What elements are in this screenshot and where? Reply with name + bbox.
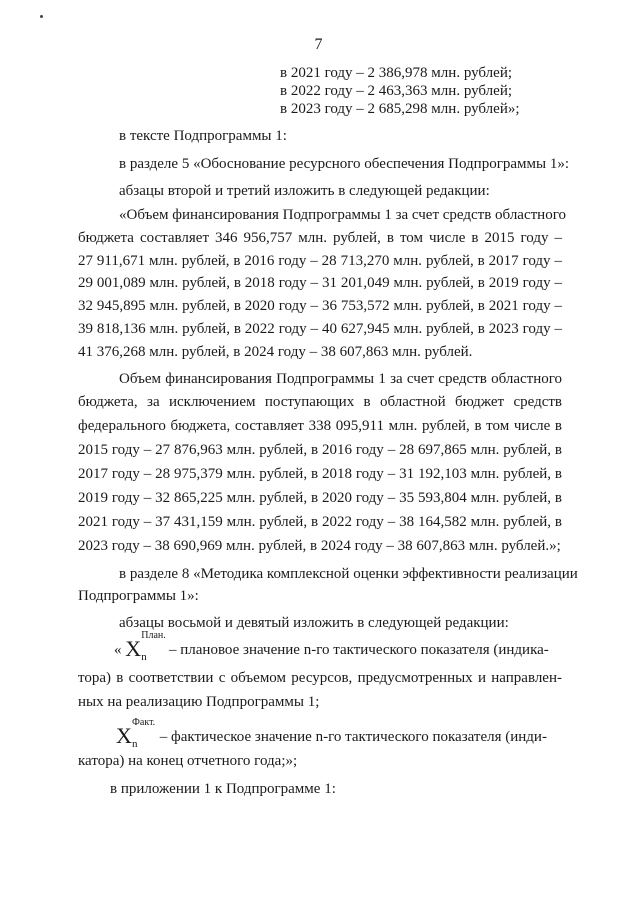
- text-line: ных на реализацию Подпрограммы 1;: [78, 694, 320, 710]
- text-line: 2019 году – 32 865,225 млн. рублей, в 2020 году – 35 593,804 млн. рублей, в: [78, 490, 562, 506]
- text-line: 41 376,268 млн. рублей, в 2024 году – 38 607,863 млн. рублей.: [78, 344, 473, 360]
- text-line: 32 945,895 млн. рублей, в 2020 году – 36 753,572 млн. рублей, в 2021 году –: [78, 298, 562, 314]
- text-line: в разделе 8 «Методика комплексной оценки эффективности реализации: [119, 566, 578, 582]
- open-quote: «: [114, 642, 122, 658]
- scan-speck: [40, 15, 43, 18]
- page-number: 7: [314, 36, 323, 53]
- text-line: абзацы восьмой и девятый изложить в следующей редакции:: [119, 615, 509, 631]
- text-line: бюджета составляет 346 956,757 млн. рублей, в том числе в 2015 году –: [78, 230, 562, 246]
- symbol-subscript: n: [132, 738, 138, 750]
- text-line: 2021 году – 37 431,159 млн. рублей, в 2022 году – 38 164,582 млн. рублей, в: [78, 514, 562, 530]
- text-line: 29 001,089 млн. рублей, в 2018 году – 31 201,049 млн. рублей, в 2019 году –: [78, 275, 562, 291]
- text-line: 2017 году – 28 975,379 млн. рублей, в 2018 году – 31 192,103 млн. рублей, в: [78, 466, 562, 482]
- symbol-subscript: n: [141, 651, 147, 663]
- text-line: в тексте Подпрограммы 1:: [119, 128, 287, 144]
- text-line: 2015 году – 27 876,963 млн. рублей, в 2016 году – 28 697,865 млн. рублей, в: [78, 442, 562, 458]
- text-line: в 2023 году – 2 685,298 млн. рублей»;: [280, 101, 520, 117]
- text-line: Объем финансирования Подпрограммы 1 за счет средств областного: [119, 371, 562, 387]
- fact-symbol: [116, 717, 156, 750]
- plan-definition-line: [114, 630, 562, 663]
- text-line: – фактическое значение n-го тактического показателя (инди-: [159, 729, 547, 745]
- text-line: бюджета, за исключением поступающих в областной бюджет средств: [78, 394, 562, 410]
- text-line: 39 818,136 млн. рублей, в 2022 году – 40 627,945 млн. рублей, в 2023 году –: [78, 321, 562, 337]
- symbol-superscript: Факт.: [132, 717, 156, 728]
- text-line: – плановое значение n-го тактического показателя (индика-: [169, 642, 549, 658]
- text-line: катора) на конец отчетного года;»;: [78, 753, 298, 769]
- text-line: абзацы второй и третий изложить в следующей редакции:: [119, 183, 490, 199]
- symbol-letter: X: [125, 636, 142, 661]
- text-line: 2023 году – 38 690,969 млн. рублей, в 2024 году – 38 607,863 млн. рублей.»;: [78, 538, 561, 554]
- symbol-superscript: План.: [141, 630, 166, 641]
- text-line: в 2021 году – 2 386,978 млн. рублей;: [280, 65, 513, 81]
- plan-symbol: [125, 630, 166, 663]
- text-line: в 2022 году – 2 463,363 млн. рублей;: [280, 83, 513, 99]
- fact-definition-line: [116, 717, 562, 750]
- text-line: в разделе 5 «Обоснование ресурсного обеспечения Подпрограммы 1»:: [119, 156, 569, 172]
- text-line: Подпрограммы 1»:: [78, 588, 199, 604]
- symbol-letter: X: [116, 723, 132, 748]
- text-line: «Объем финансирования Подпрограммы 1 за счет средств областного: [119, 207, 566, 223]
- text-line: федерального бюджета, составляет 338 095,911 млн. рублей, в том числе в: [78, 418, 562, 434]
- text-line: 27 911,671 млн. рублей, в 2016 году – 28 713,270 млн. рублей, в 2017 году –: [78, 253, 562, 269]
- text-line: тора) в соответствии с объемом ресурсов, предусмотренных и направлен-: [78, 670, 562, 686]
- text-line: в приложении 1 к Подпрограмме 1:: [110, 781, 336, 797]
